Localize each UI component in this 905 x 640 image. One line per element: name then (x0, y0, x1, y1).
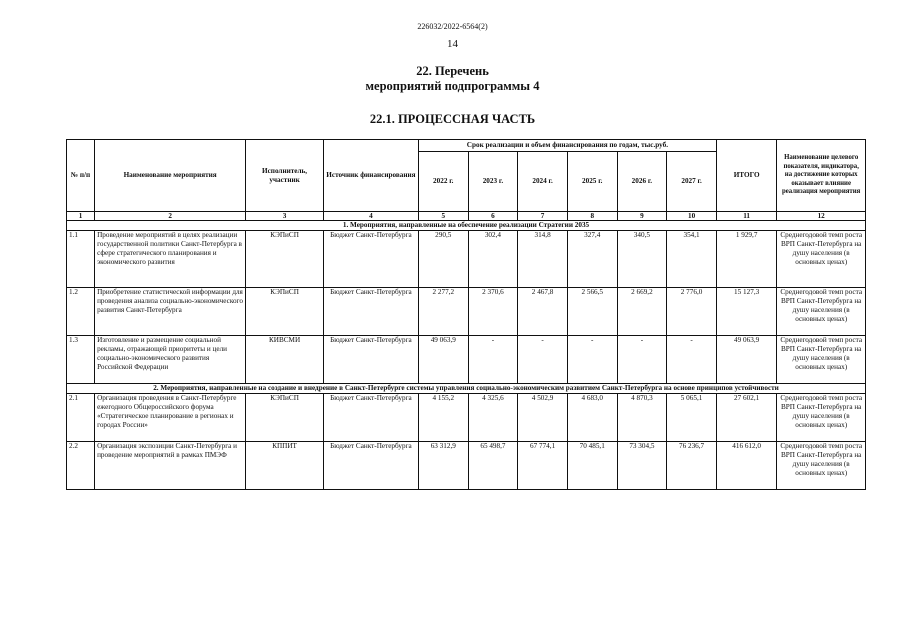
row-event: Приобретение статистической информации для проведения анализа социально-экономического развития Санкт-Петербурга (95, 288, 246, 336)
header-period-group: Срок реализации и объем финансирования по годам, тыс.руб. (418, 140, 716, 152)
row-source: Бюджет Санкт-Петербурга (323, 336, 418, 384)
table-row (67, 442, 866, 490)
section-title-line1: 22. Перечень (416, 64, 489, 78)
group-row (67, 384, 866, 394)
row-num: 1.3 (67, 336, 95, 384)
row-value: 2 669,2 (617, 288, 667, 336)
subsection-title: 22.1. ПРОЦЕССНАЯ ЧАСТЬ (369, 112, 536, 126)
row-value: 65 498,7 (468, 442, 518, 490)
column-number: 2 (95, 212, 246, 221)
header-num: № п/п (67, 140, 95, 212)
row-value: 63 312,9 (418, 442, 468, 490)
section-title-line2: мероприятий подпрограммы 4 (365, 79, 540, 93)
header-total: ИТОГО (716, 140, 776, 212)
row-value: 302,4 (468, 231, 518, 288)
row-executor: КЭПиСП (246, 231, 324, 288)
row-value: 67 774,1 (518, 442, 568, 490)
header-indicator: Наименование целевого показателя, индикатора, на достижение которых оказывает влияние реализация мероприятия (777, 140, 866, 212)
row-value: 290,5 (418, 231, 468, 288)
row-indicator: Среднегодовой темп роста ВРП Санкт-Петербурга на душу населения (в основных ценах) (777, 442, 866, 490)
row-source: Бюджет Санкт-Петербурга (323, 288, 418, 336)
row-value: 2 566,5 (567, 288, 617, 336)
events-table (66, 139, 866, 490)
column-number-row (67, 212, 866, 221)
header-source: Источник финансирования (323, 140, 418, 212)
row-indicator: Среднегодовой темп роста ВРП Санкт-Петербурга на душу населения (в основных ценах) (777, 336, 866, 384)
row-value: 2 370,6 (468, 288, 518, 336)
column-number: 10 (667, 212, 717, 221)
group-title: 2. Мероприятия, направленные на создание и внедрение в Санкт-Петербурге системы управления социально-экономическим развитием Санкт-Петербурга на основе принципов устойчивости (67, 384, 866, 394)
row-value: 327,4 (567, 231, 617, 288)
header-year: 2024 г. (518, 152, 568, 212)
row-executor: КЭПиСП (246, 394, 324, 442)
row-value: - (567, 336, 617, 384)
row-value: 76 236,7 (667, 442, 717, 490)
page-number: 14 (447, 38, 458, 50)
row-total: 27 602,1 (716, 394, 776, 442)
column-number: 8 (567, 212, 617, 221)
column-number: 6 (468, 212, 518, 221)
row-num: 2.1 (67, 394, 95, 442)
column-number: 11 (716, 212, 776, 221)
row-total: 49 063,9 (716, 336, 776, 384)
row-value: - (667, 336, 717, 384)
row-value: 4 502,9 (518, 394, 568, 442)
row-value: 340,5 (617, 231, 667, 288)
row-value: 354,1 (667, 231, 717, 288)
row-event: Организация экспозиции Санкт-Петербурга и проведение мероприятий в рамках ПМЭФ (95, 442, 246, 490)
row-source: Бюджет Санкт-Петербурга (323, 442, 418, 490)
row-event: Организация проведения в Санкт-Петербурге ежегодного Общероссийского форума «Стратегическое планирование в регионах и городах России» (95, 394, 246, 442)
row-executor: КЭПиСП (246, 288, 324, 336)
header-year: 2023 г. (468, 152, 518, 212)
header-year: 2022 г. (418, 152, 468, 212)
document-code: 226032/2022-6564(2) (417, 22, 488, 31)
row-indicator: Среднегодовой темп роста ВРП Санкт-Петербурга на душу населения (в основных ценах) (777, 231, 866, 288)
column-number: 3 (246, 212, 324, 221)
row-value: 49 063,9 (418, 336, 468, 384)
row-value: 2 776,0 (667, 288, 717, 336)
row-indicator: Среднегодовой темп роста ВРП Санкт-Петербурга на душу населения (в основных ценах) (777, 394, 866, 442)
column-number: 1 (67, 212, 95, 221)
header-year: 2025 г. (567, 152, 617, 212)
row-total: 416 612,0 (716, 442, 776, 490)
row-value: 2 467,8 (518, 288, 568, 336)
section-title (0, 64, 905, 94)
table-body (67, 212, 866, 490)
header-year: 2026 г. (617, 152, 667, 212)
row-value: 4 155,2 (418, 394, 468, 442)
table-row (67, 336, 866, 384)
row-total: 15 127,3 (716, 288, 776, 336)
column-number: 4 (323, 212, 418, 221)
column-number: 12 (777, 212, 866, 221)
row-source: Бюджет Санкт-Петербурга (323, 231, 418, 288)
group-row (67, 221, 866, 231)
row-value: 2 277,2 (418, 288, 468, 336)
row-num: 2.2 (67, 442, 95, 490)
header-executor: Исполнитель, участник (246, 140, 324, 212)
row-source: Бюджет Санкт-Петербурга (323, 394, 418, 442)
row-value: 314,8 (518, 231, 568, 288)
row-value: - (518, 336, 568, 384)
row-num: 1.2 (67, 288, 95, 336)
row-indicator: Среднегодовой темп роста ВРП Санкт-Петербурга на душу населения (в основных ценах) (777, 288, 866, 336)
row-value: 4 325,6 (468, 394, 518, 442)
header-event: Наименование мероприятия (95, 140, 246, 212)
column-number: 5 (418, 212, 468, 221)
column-number: 9 (617, 212, 667, 221)
row-total: 1 929,7 (716, 231, 776, 288)
row-value: 4 870,3 (617, 394, 667, 442)
row-value: 5 065,1 (667, 394, 717, 442)
row-value: 4 683,0 (567, 394, 617, 442)
row-value: - (468, 336, 518, 384)
row-num: 1.1 (67, 231, 95, 288)
row-value: - (617, 336, 667, 384)
row-executor: КИВСМИ (246, 336, 324, 384)
table-row (67, 231, 866, 288)
column-number: 7 (518, 212, 568, 221)
row-value: 70 485,1 (567, 442, 617, 490)
group-title: 1. Мероприятия, направленные на обеспечение реализации Стратегии 2035 (67, 221, 866, 231)
row-executor: КППИТ (246, 442, 324, 490)
header-year: 2027 г. (667, 152, 717, 212)
row-value: 73 304,5 (617, 442, 667, 490)
table-row (67, 288, 866, 336)
table-row (67, 394, 866, 442)
row-event: Проведение мероприятий в целях реализации государственной политики Санкт-Петербурга в сфере стратегического планирования и экономического развития (95, 231, 246, 288)
row-event: Изготовление и размещение социальной рекламы, отражающей приоритеты и цели социально-экономического развития Российской Федерации (95, 336, 246, 384)
